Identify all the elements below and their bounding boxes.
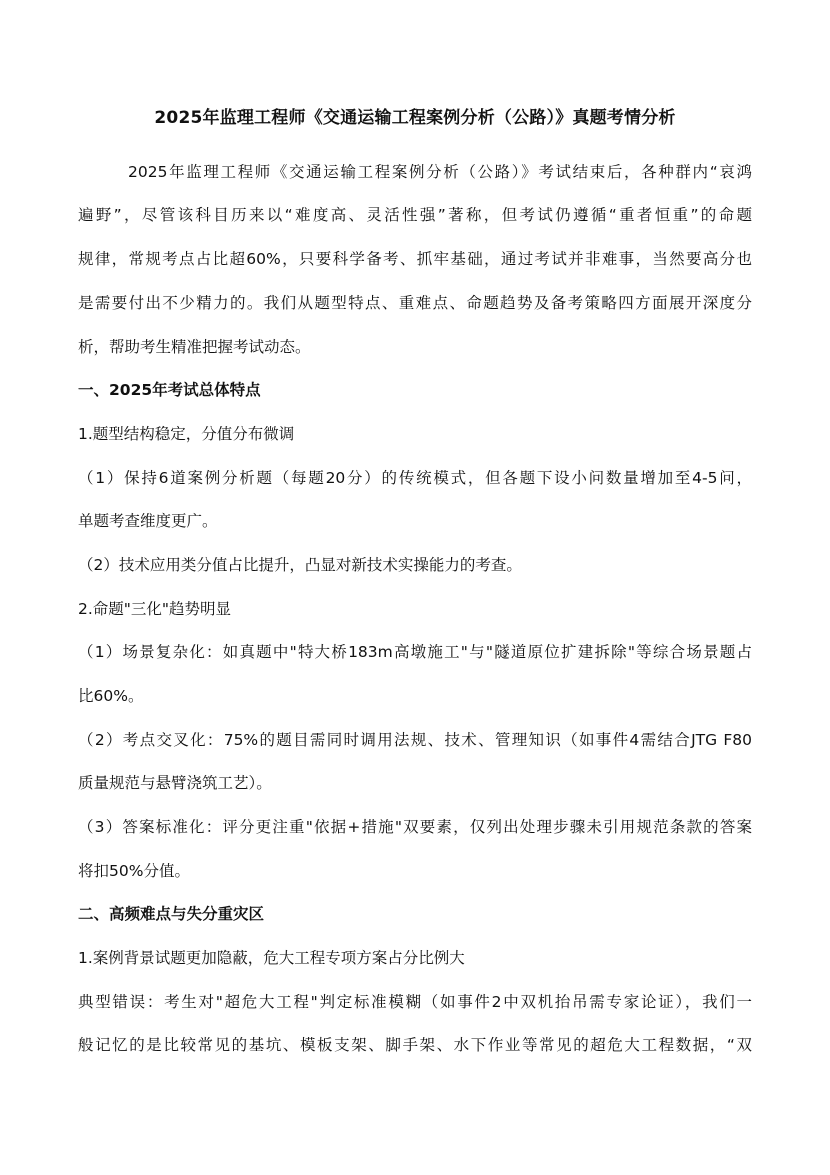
subsection-heading: 2.命题"三化"趋势明显 [78,600,232,618]
paragraph-line: （2）技术应用类分值占比提升，凸显对新技术实操能力的考查。 [78,556,522,574]
document-title: 2025年监理工程师《交通运输工程案例分析（公路）》真题考情分析 [154,108,676,128]
paragraph-line: （1）保持6道案例分析题（每题20分）的传统模式，但各题下设小问数量增加至4-5问， [78,469,752,487]
paragraph-line: （3）答案标准化：评分更注重"依据+措施"双要素，仅列出处理步骤未引用规范条款的答案 [78,818,752,836]
paragraph-line: 比60%。 [78,687,144,705]
paragraph-line: 典型错误：考生对"超危大工程"判定标准模糊（如事件2中双机抬吊需专家论证），我们一 [78,993,752,1011]
subsection-heading: 1.案例背景试题更加隐蔽，危大工程专项方案占分比例大 [78,949,465,967]
section-heading: 一、2025年考试总体特点 [78,381,261,399]
paragraph-line: （1）场景复杂化：如真题中"特大桥183m高墩施工"与"隧道原位扩建拆除"等综合场景题占 [78,643,752,661]
section-heading: 二、高频难点与失分重灾区 [78,905,265,923]
paragraph-line: 规律，常规考点占比超60%，只要科学备考、抓牢基础，通过考试并非难事，当然要高分也 [78,250,752,268]
paragraph-line: 2025年监理工程师《交通运输工程案例分析（公路）》考试结束后，各种群内“哀鸿 [128,163,752,181]
paragraph-line: 将扣50%分值。 [78,862,190,880]
paragraph-line: （2）考点交叉化：75%的题目需同时调用法规、技术、管理知识（如事件4需结合JTG F80 [78,731,752,749]
paragraph-line: 是需要付出不少精力的。我们从题型特点、重难点、命题趋势及备考策略四方面展开深度分 [78,294,752,312]
paragraph-line: 析，帮助考生精准把握考试动态。 [78,338,311,356]
paragraph-line: 般记忆的是比较常见的基坑、模板支架、脚手架、水下作业等常见的超危大工程数据，“双 [78,1036,752,1054]
paragraph-line: 遍野”，尽管该科目历来以“难度高、灵活性强”著称，但考试仍遵循“重者恒重”的命题 [78,206,752,224]
paragraph-line: 质量规范与悬臂浇筑工艺）。 [78,774,272,792]
subsection-heading: 1.题型结构稳定，分值分布微调 [78,425,295,443]
paragraph-line: 单题考查维度更广。 [78,512,218,530]
